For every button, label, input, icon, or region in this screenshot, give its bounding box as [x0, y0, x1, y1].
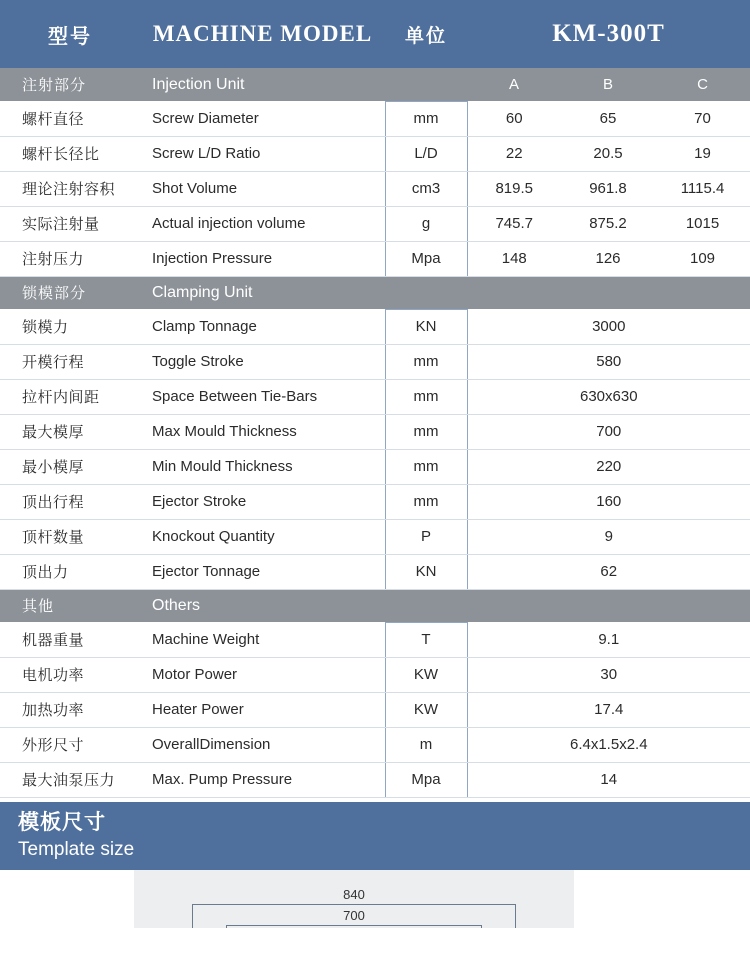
- row-label-en: Ejector Tonnage: [140, 554, 385, 589]
- row-label-cn: 顶出行程: [0, 484, 140, 519]
- row-unit: KN: [385, 554, 467, 589]
- section-others-en: Others: [140, 589, 385, 622]
- dimension-inner-tick-left: [226, 925, 227, 928]
- row-label-cn: 螺杆长径比: [0, 136, 140, 171]
- table-row: [0, 657, 750, 692]
- row-value-a: 745.7: [467, 206, 561, 241]
- table-header-row: [0, 0, 750, 68]
- row-label-en: Space Between Tie-Bars: [140, 379, 385, 414]
- row-value: 14: [467, 762, 750, 797]
- row-label-cn: 最小模厚: [0, 449, 140, 484]
- table-row: [0, 727, 750, 762]
- row-label-cn: 机器重量: [0, 622, 140, 657]
- row-value: 220: [467, 449, 750, 484]
- row-label-en: OverallDimension: [140, 727, 385, 762]
- row-unit: KW: [385, 657, 467, 692]
- row-label-cn: 最大模厚: [0, 414, 140, 449]
- row-unit: mm: [385, 414, 467, 449]
- template-size-diagram: [0, 870, 750, 928]
- header-unit-cn: 单位: [385, 0, 467, 68]
- row-unit: mm: [385, 101, 467, 136]
- row-label-cn: 理论注射容积: [0, 171, 140, 206]
- row-value-c: 1115.4: [655, 171, 750, 206]
- template-size-banner: [0, 802, 750, 870]
- row-value: 630x630: [467, 379, 750, 414]
- row-label-cn: 最大油泵压力: [0, 762, 140, 797]
- table-row: [0, 484, 750, 519]
- row-label-en: Ejector Stroke: [140, 484, 385, 519]
- row-label-en: Max Mould Thickness: [140, 414, 385, 449]
- row-unit: mm: [385, 449, 467, 484]
- row-label-cn: 拉杆内间距: [0, 379, 140, 414]
- section-others-value-spacer: [467, 589, 750, 622]
- row-value-c: 70: [655, 101, 750, 136]
- table-row: [0, 309, 750, 344]
- row-value: 700: [467, 414, 750, 449]
- row-unit: T: [385, 622, 467, 657]
- section-row-clamping: [0, 276, 750, 309]
- section-injection-unit-spacer: [385, 68, 467, 101]
- row-unit: g: [385, 206, 467, 241]
- table-row: [0, 344, 750, 379]
- table-row: [0, 414, 750, 449]
- row-unit: cm3: [385, 171, 467, 206]
- row-label-cn: 注射压力: [0, 241, 140, 276]
- row-value: 30: [467, 657, 750, 692]
- row-value: 580: [467, 344, 750, 379]
- table-row: [0, 622, 750, 657]
- row-label-cn: 加热功率: [0, 692, 140, 727]
- row-label-en: Shot Volume: [140, 171, 385, 206]
- row-value-b: 126: [561, 241, 655, 276]
- banner-title-cn: 模板尺寸: [18, 810, 106, 834]
- row-label-cn: 电机功率: [0, 657, 140, 692]
- row-label-en: Injection Pressure: [140, 241, 385, 276]
- row-unit: KN: [385, 309, 467, 344]
- row-label-en: Screw Diameter: [140, 101, 385, 136]
- column-label-a: A: [467, 68, 561, 101]
- diagram-panel: [134, 870, 574, 928]
- row-value: 9: [467, 519, 750, 554]
- header-model-en: MACHINE MODEL: [140, 0, 385, 68]
- row-label-cn: 锁模力: [0, 309, 140, 344]
- table-row: [0, 554, 750, 589]
- section-clamping-en: Clamping Unit: [140, 276, 385, 309]
- row-value-a: 22: [467, 136, 561, 171]
- table-row: [0, 171, 750, 206]
- row-value-c: 109: [655, 241, 750, 276]
- row-unit: mm: [385, 344, 467, 379]
- row-label-cn: 顶出力: [0, 554, 140, 589]
- dimension-inner-tick-right: [481, 925, 482, 928]
- header-model-cn: 型号: [0, 0, 140, 68]
- banner-title-en: Template size: [18, 838, 135, 860]
- table-row: [0, 136, 750, 171]
- table-row: [0, 379, 750, 414]
- row-label-cn: 开模行程: [0, 344, 140, 379]
- row-value-a: 148: [467, 241, 561, 276]
- row-unit: L/D: [385, 136, 467, 171]
- row-value: 62: [467, 554, 750, 589]
- table-row: [0, 241, 750, 276]
- row-unit: Mpa: [385, 241, 467, 276]
- row-unit: m: [385, 727, 467, 762]
- row-value: 9.1: [467, 622, 750, 657]
- row-label-en: Toggle Stroke: [140, 344, 385, 379]
- row-value-b: 875.2: [561, 206, 655, 241]
- row-label-cn: 顶杆数量: [0, 519, 140, 554]
- row-label-en: Min Mould Thickness: [140, 449, 385, 484]
- table-row: [0, 519, 750, 554]
- row-value: 3000: [467, 309, 750, 344]
- row-unit: mm: [385, 379, 467, 414]
- section-injection-en: Injection Unit: [140, 68, 385, 101]
- section-clamping-cn: 锁模部分: [0, 276, 140, 309]
- section-injection-cn: 注射部分: [0, 68, 140, 101]
- row-unit: mm: [385, 484, 467, 519]
- row-label-cn: 螺杆直径: [0, 101, 140, 136]
- dimension-inner-label: 700: [343, 907, 365, 923]
- section-row-others: [0, 589, 750, 622]
- table-row: [0, 206, 750, 241]
- row-label-en: Clamp Tonnage: [140, 309, 385, 344]
- row-label-en: Motor Power: [140, 657, 385, 692]
- table-row: [0, 762, 750, 797]
- row-label-en: Heater Power: [140, 692, 385, 727]
- row-value: 6.4x1.5x2.4: [467, 727, 750, 762]
- dimension-outer-label: 840: [343, 886, 365, 902]
- row-unit: P: [385, 519, 467, 554]
- row-label-en: Machine Weight: [140, 622, 385, 657]
- table-row: [0, 449, 750, 484]
- section-clamping-unit-spacer: [385, 276, 467, 309]
- row-value: 160: [467, 484, 750, 519]
- section-others-cn: 其他: [0, 589, 140, 622]
- column-label-c: C: [655, 68, 750, 101]
- row-label-en: Screw L/D Ratio: [140, 136, 385, 171]
- dimension-outer-line: [192, 904, 516, 905]
- row-label-cn: 实际注射量: [0, 206, 140, 241]
- section-row-injection: [0, 68, 750, 101]
- section-clamping-value-spacer: [467, 276, 750, 309]
- row-value: 17.4: [467, 692, 750, 727]
- row-label-en: Actual injection volume: [140, 206, 385, 241]
- table-row: [0, 692, 750, 727]
- row-label-en: Max. Pump Pressure: [140, 762, 385, 797]
- row-value-a: 60: [467, 101, 561, 136]
- row-unit: KW: [385, 692, 467, 727]
- header-model-value: KM-300T: [467, 0, 750, 68]
- table-row: [0, 101, 750, 136]
- row-value-b: 961.8: [561, 171, 655, 206]
- row-value-a: 819.5: [467, 171, 561, 206]
- row-value-b: 65: [561, 101, 655, 136]
- row-unit: Mpa: [385, 762, 467, 797]
- dimension-inner-line: [226, 925, 482, 926]
- section-others-unit-spacer: [385, 589, 467, 622]
- row-value-c: 19: [655, 136, 750, 171]
- row-value-b: 20.5: [561, 136, 655, 171]
- row-value-c: 1015: [655, 206, 750, 241]
- row-label-en: Knockout Quantity: [140, 519, 385, 554]
- column-label-b: B: [561, 68, 655, 101]
- row-label-cn: 外形尺寸: [0, 727, 140, 762]
